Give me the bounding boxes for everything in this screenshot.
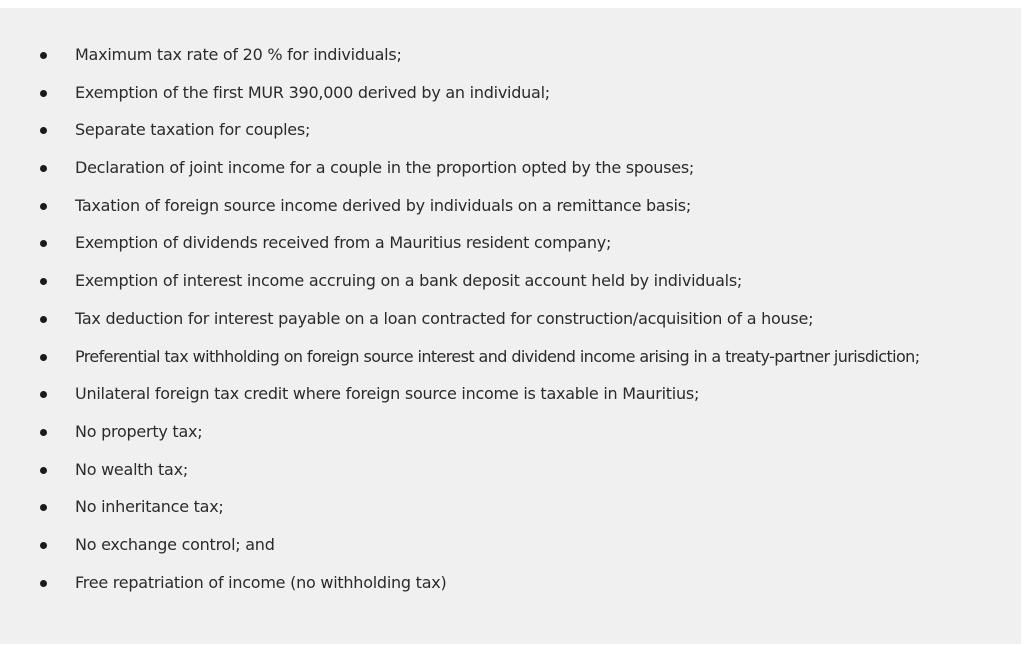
list-item-text: Unilateral foreign tax credit where foreign source income is taxable in Mauritius; [75, 384, 700, 404]
list-item [0, 454, 1021, 492]
bullet-icon [40, 316, 47, 323]
bullet-icon [40, 542, 47, 549]
list-item [0, 416, 1021, 454]
list-item-text: No property tax; [75, 421, 203, 441]
list-item-text: Declaration of joint income for a couple in the proportion opted by the spouses; [75, 158, 695, 178]
list-item [0, 341, 1021, 379]
list-item [0, 77, 1021, 115]
tax-benefits-list [0, 39, 1021, 604]
list-item [0, 567, 1021, 605]
bullet-icon [40, 467, 47, 474]
list-item-text: Free repatriation of income (no withholding tax) [75, 572, 447, 592]
list-item [0, 190, 1021, 228]
list-item-text: Exemption of interest income accruing on a bank deposit account held by individuals; [75, 271, 743, 291]
list-item-text: Taxation of foreign source income derived by individuals on a remittance basis; [75, 195, 691, 215]
bullet-icon [40, 127, 47, 134]
list-item-text: No wealth tax; [75, 459, 188, 479]
bullet-icon [40, 203, 47, 210]
content-panel [0, 8, 1021, 644]
list-item [0, 114, 1021, 152]
list-item [0, 529, 1021, 567]
list-item [0, 152, 1021, 190]
bullet-icon [40, 580, 47, 587]
bullet-icon [40, 504, 47, 511]
list-item [0, 265, 1021, 303]
list-item [0, 303, 1021, 341]
list-item-text: Separate taxation for couples; [75, 120, 311, 140]
bullet-icon [40, 165, 47, 172]
list-item-text: Exemption of the first MUR 390,000 derived by an individual; [75, 82, 550, 102]
list-item [0, 227, 1021, 265]
list-item-text: Tax deduction for interest payable on a loan contracted for construction/acquisition of a house; [75, 308, 814, 328]
list-item-text: No exchange control; and [75, 534, 275, 554]
list-item [0, 39, 1021, 77]
list-item-text: Preferential tax withholding on foreign source interest and dividend income arising in a treaty-partner jurisdiction; [75, 346, 920, 366]
bullet-icon [40, 90, 47, 97]
list-item-text: No inheritance tax; [75, 497, 224, 517]
list-item [0, 378, 1021, 416]
list-item [0, 491, 1021, 529]
list-item-text: Exemption of dividends received from a Mauritius resident company; [75, 233, 612, 253]
list-item-text: Maximum tax rate of 20 % for individuals; [75, 45, 402, 64]
bullet-icon [40, 278, 47, 285]
bullet-icon [40, 354, 47, 361]
bullet-icon [40, 391, 47, 398]
bullet-icon [40, 52, 47, 59]
bullet-icon [40, 240, 47, 247]
bullet-icon [40, 429, 47, 436]
